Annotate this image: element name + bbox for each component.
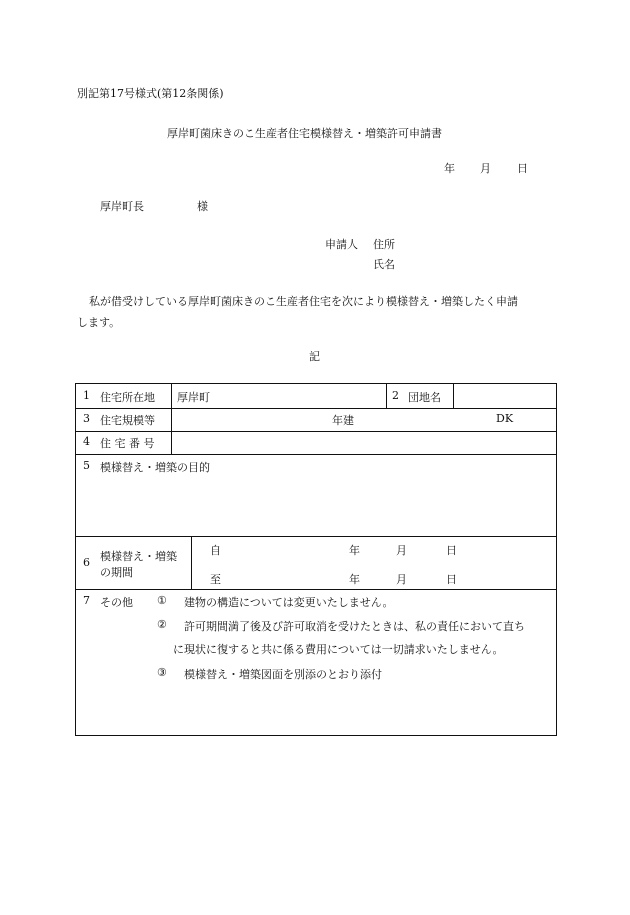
column-divider	[386, 384, 387, 408]
item1-mark: ①	[157, 594, 167, 607]
row4-label: 住 宅 番 号	[100, 437, 155, 450]
row5-label: 模様替え・増築の目的	[100, 461, 210, 474]
column-divider	[191, 536, 192, 589]
period-to-day: 日	[446, 573, 457, 586]
row1-value: 厚岸町	[177, 391, 210, 404]
item2-text-line2: に現状に復すると共に係る費用については一切請求いたしません。	[173, 643, 504, 656]
addressee-honorific: 様	[197, 200, 208, 213]
period-to-year: 年	[349, 573, 360, 586]
row3-label: 住宅規模等	[100, 414, 155, 427]
row3-type-label: DK	[496, 412, 514, 425]
row-divider	[76, 431, 556, 432]
row2-number: 2	[392, 389, 399, 402]
period-from-month: 月	[396, 544, 407, 557]
item1-text: 建物の構造については変更いたしません。	[184, 596, 394, 609]
item2-text-line1: 許可期間満了後及び許可取消を受けたときは、私の責任において直ち	[184, 620, 525, 633]
ki-heading: 記	[309, 350, 320, 363]
body-text-line2: します。	[77, 316, 121, 329]
item3-mark: ③	[157, 666, 167, 679]
row3-built-label: 年建	[332, 414, 354, 427]
row5-number: 5	[83, 459, 90, 472]
item2-mark: ②	[157, 618, 167, 631]
application-table	[75, 383, 557, 736]
row1-label: 住宅所在地	[100, 391, 155, 404]
addressee-name: 厚岸町長	[100, 200, 144, 213]
row7-number: 7	[83, 594, 90, 607]
row2-label: 団地名	[408, 391, 441, 404]
period-to-label: 至	[210, 573, 221, 586]
column-divider	[453, 384, 454, 408]
period-from-day: 日	[446, 544, 457, 557]
column-divider	[171, 384, 172, 454]
form-number: 別記第17号様式(第12条関係)	[77, 87, 224, 100]
date-year-label: 年	[444, 162, 455, 175]
row4-number: 4	[83, 435, 90, 448]
date-day-label: 日	[517, 162, 528, 175]
item3-text: 模様替え・増築図面を別添のとおり添付	[184, 668, 382, 681]
row-divider	[76, 454, 556, 455]
date-month-label: 月	[480, 162, 491, 175]
row-divider	[76, 408, 556, 409]
applicant-address-label: 住所	[373, 238, 395, 251]
row6-number: 6	[83, 556, 90, 569]
row6-label-line1: 模様替え・増築	[100, 550, 177, 563]
row-divider	[76, 536, 556, 537]
applicant-name-label: 氏名	[373, 258, 395, 271]
document-title: 厚岸町菌床きのこ生産者住宅模様替え・増築許可申請書	[167, 127, 442, 140]
row-divider	[76, 589, 556, 590]
row1-number: 1	[83, 389, 90, 402]
row6-label-line2: の期間	[100, 566, 133, 579]
body-text-line1: 私が借受けしている厚岸町菌床きのこ生産者住宅を次により模様替え・増築したく申請	[89, 295, 518, 308]
period-to-month: 月	[396, 573, 407, 586]
period-from-year: 年	[349, 544, 360, 557]
row3-number: 3	[83, 412, 90, 425]
period-from-label: 自	[210, 544, 221, 557]
applicant-label: 申請人	[325, 238, 358, 251]
row7-label: その他	[100, 596, 133, 609]
